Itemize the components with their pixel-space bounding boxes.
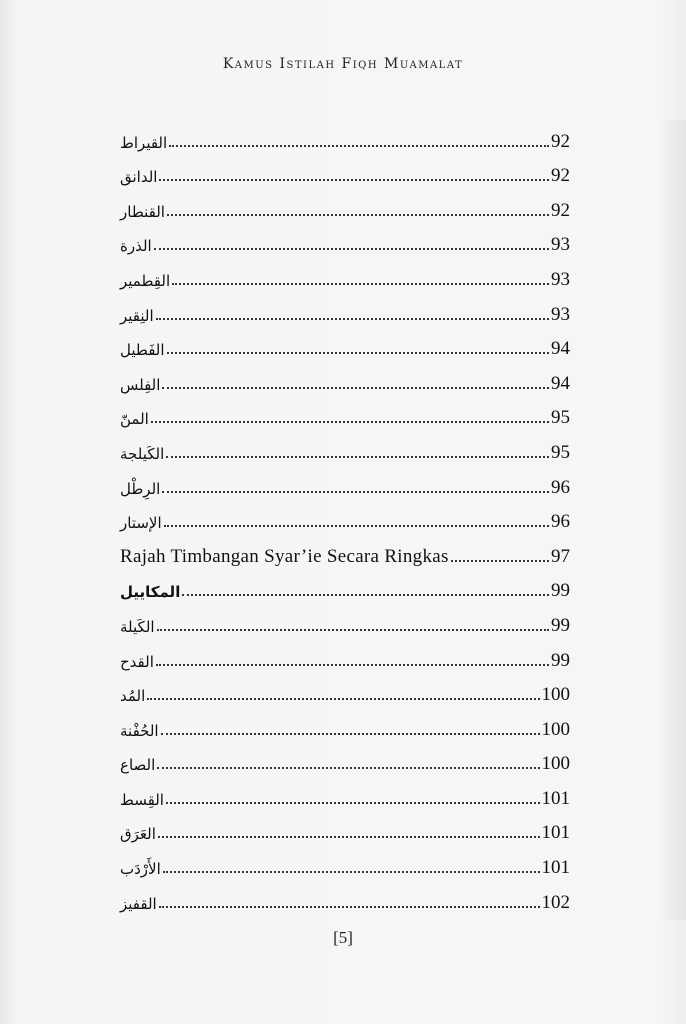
dot-leader: [166, 802, 540, 804]
dot-leader: [158, 836, 540, 838]
dot-leader: [163, 871, 540, 873]
toc-entry-title: الفَطيل: [120, 341, 165, 360]
toc-entry-title: المُد: [120, 687, 146, 706]
dot-leader: [169, 145, 549, 147]
toc-entry-page: 101: [541, 822, 570, 844]
toc-entry-page: 99: [551, 649, 570, 671]
dot-leader: [166, 456, 549, 458]
toc-entry: [120, 155, 570, 190]
toc-entry-page: 95: [551, 441, 570, 463]
toc-entry-title: القفيز: [120, 894, 157, 913]
toc-entry-title: العَرَق: [120, 825, 156, 844]
dot-leader: [167, 352, 549, 354]
dot-leader: [451, 560, 549, 562]
toc-entry-page: 93: [551, 268, 570, 290]
dot-leader: [156, 664, 549, 666]
toc-entry: [120, 777, 570, 812]
toc-entry-title: الكَيلة: [120, 617, 155, 636]
toc-entry: [120, 881, 570, 916]
running-header: Kamus Istilah Fiqh Muamalat: [222, 56, 464, 72]
dot-leader: [156, 318, 549, 320]
toc-entry: [120, 224, 570, 259]
dot-leader: [162, 387, 549, 389]
toc-entry: [120, 466, 570, 501]
toc-entry-title: القِسط: [120, 790, 164, 809]
toc-entry-page: 100: [541, 684, 570, 706]
dot-leader: [161, 733, 540, 735]
toc-entry-title: الدانق: [120, 168, 158, 187]
dot-leader: [164, 525, 549, 527]
toc-entry-page: 95: [551, 407, 570, 429]
toc-entry-page: 99: [551, 614, 570, 636]
dot-leader: [167, 214, 549, 216]
toc-entry: [120, 328, 570, 363]
toc-entry-title: الذرة: [120, 237, 152, 256]
dot-leader: [182, 594, 549, 596]
toc-entry-page: 96: [551, 511, 570, 533]
toc-entry-title: القيراط: [120, 133, 168, 152]
toc-entry: [120, 120, 570, 155]
toc-entry: [120, 604, 570, 639]
toc-entry-page: 101: [541, 857, 570, 879]
toc-entry: [120, 743, 570, 778]
toc-entry-page: 94: [551, 338, 570, 360]
toc-entry-page: 102: [541, 891, 570, 913]
toc-entry: [120, 846, 570, 881]
dot-leader: [157, 629, 549, 631]
dot-leader: [151, 421, 549, 423]
toc-entry-section: [120, 570, 570, 605]
toc-entry-page: 93: [551, 234, 570, 256]
toc-entry: [120, 189, 570, 224]
table-of-contents: [120, 120, 570, 916]
toc-entry-page: 101: [541, 787, 570, 809]
toc-entry-title: النِقير: [120, 306, 154, 325]
toc-entry-page: 92: [551, 130, 570, 152]
bleed-through-shadow: [656, 120, 686, 920]
toc-entry: [120, 674, 570, 709]
dot-leader: [147, 698, 539, 700]
dot-leader: [162, 491, 549, 493]
toc-entry-page: 92: [551, 199, 570, 221]
toc-entry: [120, 431, 570, 466]
toc-entry: [120, 397, 570, 432]
toc-entry-page: 92: [551, 165, 570, 187]
toc-entry-page: 99: [551, 580, 570, 602]
toc-entry: [120, 812, 570, 847]
dot-leader: [172, 283, 549, 285]
toc-entry: [120, 501, 570, 536]
toc-entry: [120, 708, 570, 743]
toc-entry: [120, 293, 570, 328]
toc-entry-title: المنّ: [120, 410, 149, 429]
dot-leader: [159, 179, 549, 181]
toc-entry-title: القنطار: [120, 202, 165, 221]
dot-leader: [154, 248, 549, 250]
toc-entry-title: القِطمير: [120, 271, 171, 290]
toc-entry-page: 100: [541, 753, 570, 775]
toc-entry: [120, 639, 570, 674]
toc-entry-page: 96: [551, 476, 570, 498]
page-number: [5]: [333, 928, 353, 947]
toc-entry-section: [120, 535, 570, 570]
toc-entry-page: 97: [551, 545, 570, 567]
dot-leader: [159, 906, 540, 908]
toc-entry: [120, 258, 570, 293]
toc-entry-title: Rajah Timbangan Syar’ie Secara Ringkas: [120, 545, 449, 567]
toc-entry-page: 100: [541, 718, 570, 740]
toc-entry-title: الأَرْدَب: [120, 860, 161, 879]
toc-entry-title: الصاع: [120, 756, 156, 775]
toc-entry: [120, 362, 570, 397]
toc-entry-title: الإستار: [120, 514, 162, 533]
dot-leader: [157, 767, 539, 769]
toc-entry-title: الرِطْل: [120, 479, 161, 498]
toc-entry-page: 94: [551, 372, 570, 394]
toc-entry-title: الحُفْنة: [120, 721, 159, 740]
toc-entry-title: القدح: [120, 652, 154, 671]
toc-entry-title: الفِلس: [120, 375, 161, 394]
toc-entry-page: 93: [551, 303, 570, 325]
toc-entry-title: المكاييل: [120, 583, 181, 602]
toc-entry-title: الكَيلجة: [120, 444, 165, 463]
